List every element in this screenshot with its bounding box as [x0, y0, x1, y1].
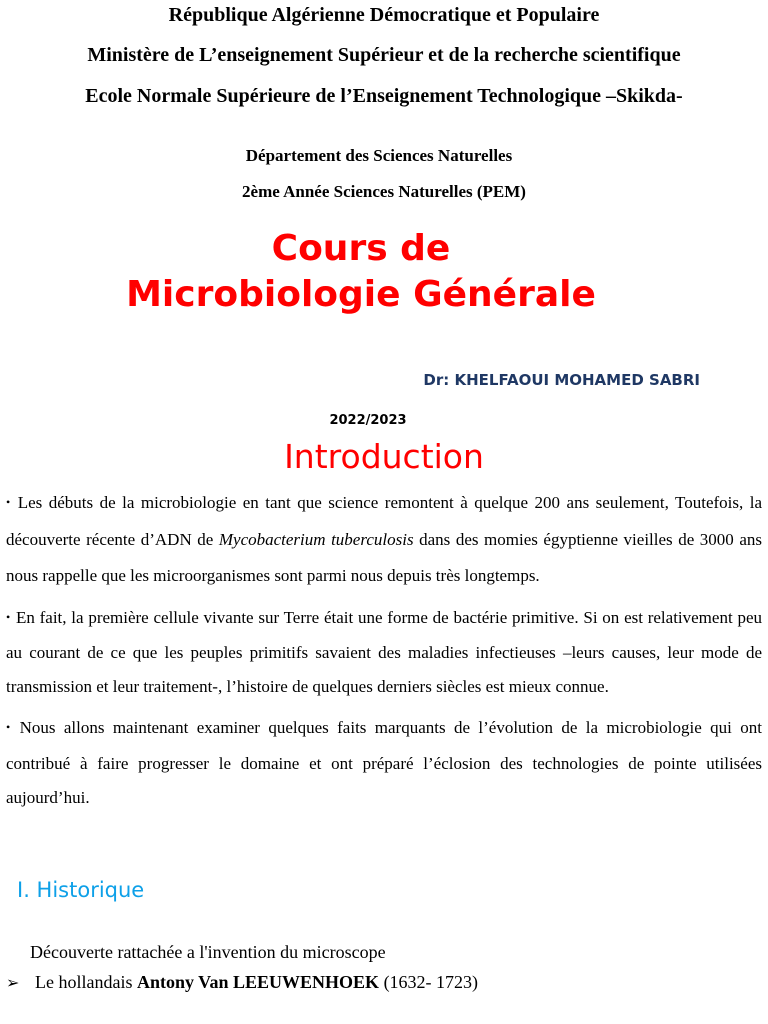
paragraph-2: • En fait, la première cellule vivante sur Terre était une forme de bactérie primitive. Si on est relativement peu au courant de ce que les peuples primitifs savaient des maladies infectieuses –leurs causes, leur mode de transmission et leur traitement-, l’histoire de quelques derniers siècles est mieux connue. [6, 608, 762, 696]
level-label: 2ème Année Sciences Naturelles (PEM) [242, 182, 526, 201]
list-item: ➢ Le hollandais Antony Van LEEUWENHOEK (1632- 1723) [6, 970, 478, 995]
author-name: Dr: KHELFAOUI MOHAMED SABRI [423, 371, 700, 389]
paragraph-1: • Les débuts de la microbiologie en tant que science remontent à quelque 200 ans seulement, Toutefois, la découverte récente d’ADN de Mycobacterium tuberculosis dans des momies égyptienne vieilles de 3000 ans nous rappelle que les microorganismes sont parmi nous depuis très longtemps. [6, 493, 762, 585]
scientist-dates: (1632- 1723) [379, 972, 479, 992]
historique-heading: I. Historique [17, 878, 145, 902]
header-school: Ecole Normale Supérieure de l’Enseignement Technologique –Skikda- [85, 85, 683, 107]
paragraph-3: • Nous allons maintenant examiner quelques faits marquants de l’évolution de la microbiologie qui ont contribué à faire progresser le domaine et ont préparé l’éclosion des technologies de pointe utilisées aujourd’hui. [6, 718, 762, 807]
discovery-line: Découverte rattachée a l'invention du microscope [30, 942, 386, 962]
bullet-icon: • [6, 495, 11, 509]
bullet-icon: • [6, 610, 11, 624]
header-republic: République Algérienne Démocratique et Populaire [168, 4, 600, 26]
introduction-body [6, 485, 762, 864]
course-title-line2: Microbiologie Générale [126, 274, 596, 315]
academic-year: 2022/2023 [329, 413, 407, 428]
species-name: Mycobacterium tuberculosis [218, 530, 414, 549]
bullet-icon: • [6, 720, 11, 734]
header-ministry: Ministère de L’enseignement Supérieur et de la recherche scientifique [87, 44, 681, 66]
course-title [0, 226, 722, 318]
arrow-bullet-icon: ➢ [6, 973, 20, 992]
department-label: Département des Sciences Naturelles [245, 146, 513, 165]
scientist-name: Antony Van LEEUWENHOEK [136, 972, 380, 992]
course-title-line1: Cours de [271, 228, 451, 269]
introduction-heading: Introduction [284, 437, 484, 476]
